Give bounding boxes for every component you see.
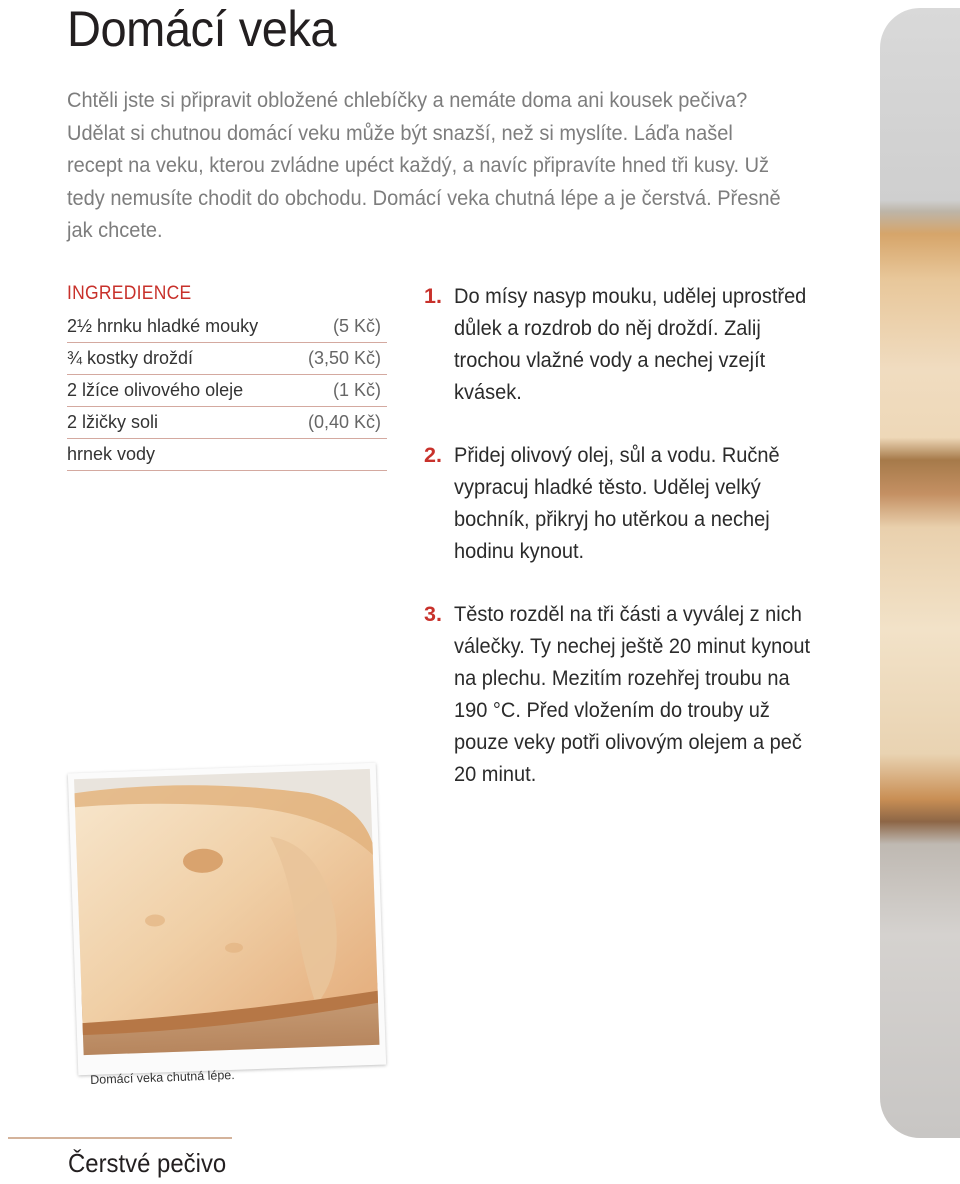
ingredient-price: (5 Kč)	[332, 316, 381, 336]
footer-divider	[8, 1137, 232, 1139]
ingredient-name: 2 lžíce olivového oleje	[67, 380, 244, 400]
section-footer: Čerstvé pečivo	[68, 1148, 227, 1178]
instructions	[424, 280, 854, 821]
bread-photo	[68, 763, 386, 1076]
ingredient-row	[67, 439, 387, 471]
ingredient-name: 2 lžičky soli	[67, 412, 159, 432]
ingredient-row	[67, 375, 387, 407]
step-number: 1.	[424, 284, 442, 308]
ingredient-price: (0,40 Kč)	[307, 412, 381, 432]
page-title: Domácí veka	[67, 1, 337, 57]
ingredient-row	[67, 343, 387, 375]
intro-paragraph: Chtěli jste si připravit obložené chlebíčky a nemáte doma ani kousek pečiva? Udělat si chutnou domácí veku může být snazší, než si myslíte. Láďa našel recept na veku, kterou zvládne upéct každý, a navíc připravíte hned tři kusy. Už tedy nemusíte chodit do obchodu. Domácí veka chutná lépe a je čerstvá. Přesně jak chcete.	[67, 88, 781, 242]
photo-caption: Domácí veka chutná lépe.	[90, 1067, 235, 1087]
step-1	[424, 280, 854, 408]
ingredient-row	[67, 311, 387, 343]
ingredient-price: (3,50 Kč)	[307, 348, 381, 368]
ingredient-row	[67, 407, 387, 439]
step-text: Těsto rozděl na tři části a vyválej z nich válečky. Ty nechej ještě 20 minut kynout na plechu. Mezitím rozehřej troubu na 190 °C. Před vložením do trouby už pouze veky potři olivovým olejem a peč 20 minut.	[454, 602, 811, 786]
ingredient-price: (1 Kč)	[332, 380, 381, 400]
step-number: 3.	[424, 602, 442, 626]
step-3	[424, 598, 854, 790]
bread-side-photo	[880, 8, 960, 1138]
step-text: Přidej olivový olej, sůl a vodu. Ručně vypracuj hladké těsto. Udělej velký bochník, přikryj ho utěrkou a nechej hodinu kynout.	[454, 443, 780, 563]
ingredient-name: 2½ hrnku hladké mouky	[67, 316, 259, 336]
ingredient-name: ¾ kostky droždí	[67, 348, 194, 368]
step-number: 2.	[424, 443, 442, 467]
step-text: Do mísy nasyp mouku, udělej uprostřed důlek a rozdrob do něj droždí. Zalij trochou vlažné vody a nechej vzejít kvásek.	[454, 284, 807, 404]
ingredients-heading: INGREDIENCE	[67, 283, 192, 304]
step-2	[424, 439, 854, 567]
ingredient-name: hrnek vody	[67, 444, 156, 464]
ingredients-list	[67, 311, 387, 471]
